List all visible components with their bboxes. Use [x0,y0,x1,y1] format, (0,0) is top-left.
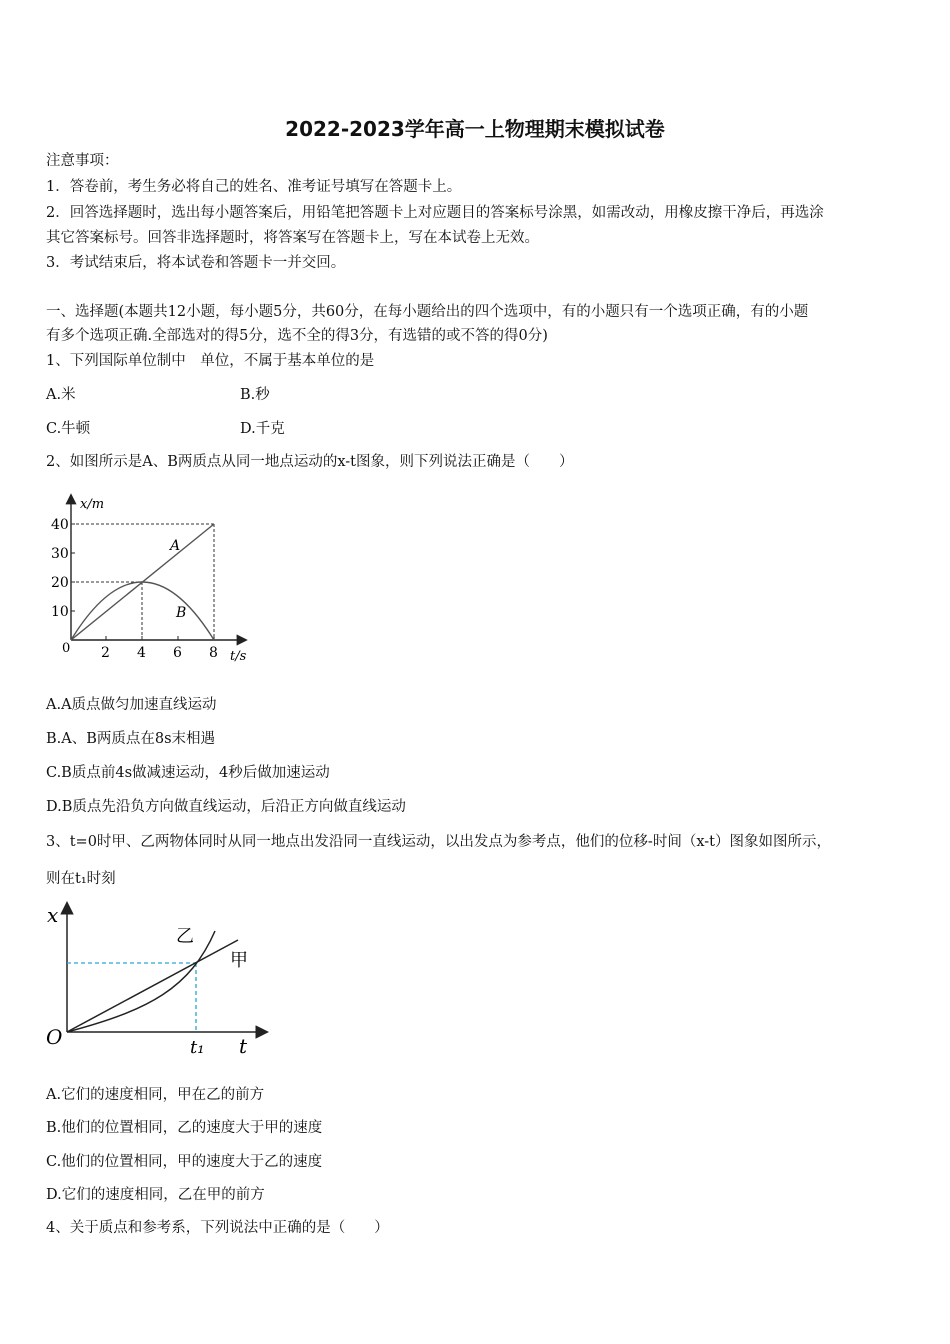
yi-label: 乙 [176,926,194,947]
curve-b-label: B [176,605,187,621]
x-tick-label-6: 6 [173,645,182,661]
line-jia [67,940,238,1032]
question-1-option-d: D.千克 [240,421,285,437]
jia-label: 甲 [230,950,248,971]
question-2-xt-chart [40,488,260,668]
x-axis-label: t/s [230,649,247,664]
y-tick-label-30: 30 [51,546,69,562]
y-axis-label: x/m [80,497,105,512]
question-2-option-a: A.A质点做匀加速直线运动 [46,697,217,713]
x-tick-label-2: 2 [101,645,110,661]
question-3-option-a: A.它们的速度相同，甲在乙的前方 [46,1087,265,1103]
y-tick-label-10: 10 [51,604,69,620]
question-2-option-d: D.B质点先沿负方向做直线运动，后沿正方向做直线运动 [46,799,406,815]
y-tick-label-20: 20 [51,575,69,591]
section-1-intro-line-1: 一、选择题(本题共12小题，每小题5分，共60分，在每小题给出的四个选项中，有的小题只有一个选项正确，有的小题 [46,304,809,320]
curve-a-label: A [170,538,181,554]
question-1-stem: 1、下列国际单位制中 单位，不属于基本单位的是 [46,353,375,369]
x-tick-label-4: 4 [137,645,146,661]
question-2-stem: 2、如图所示是A、B两质点从同一地点运动的x-t图象，则下列说法正确是（ ） [46,454,574,470]
question-1-option-c: C.牛顿 [46,421,91,437]
question-3-option-b: B.他们的位置相同，乙的速度大于甲的速度 [46,1120,323,1136]
question-3-option-d: D.它们的速度相同，乙在甲的前方 [46,1187,265,1203]
question-4-stem: 4、关于质点和参考系，下列说法中正确的是（ ） [46,1220,389,1236]
origin-label: O [46,1025,63,1049]
t1-label: t₁ [190,1037,205,1058]
notice-item-2-line-2: 其它答案标号。回答非选择题时，将答案写在答题卡上，写在本试卷上无效。 [46,230,539,246]
x-tick-label-8: 8 [209,645,218,661]
notice-item-3: 3．考试结束后，将本试卷和答题卡一并交回。 [46,255,346,271]
question-3-option-c: C.他们的位置相同，甲的速度大于乙的速度 [46,1154,323,1170]
question-1-option-a: A.米 [46,387,76,403]
question-1-option-b: B.秒 [240,387,270,403]
y-axis-label: x [47,903,59,927]
question-3-xt-chart [40,898,280,1066]
question-2-option-b: B.A、B两质点在8s末相遇 [46,731,216,747]
x-axis-label: t [239,1034,248,1058]
section-1-intro-line-2: 有多个选项正确.全部选对的得5分，选不全的得3分，有选错的或不答的得0分) [46,328,548,344]
question-2-option-c: C.B质点前4s做减速运动，4秒后做加速运动 [46,765,330,781]
origin-label: 0 [62,641,71,656]
curve-b [71,582,214,640]
page-title: 2022-2023学年高一上物理期末模拟试卷 [285,117,665,141]
notice-heading: 注意事项： [46,153,119,169]
question-3-stem-line-1: 3、t=0时甲、乙两物体同时从同一地点出发沿同一直线运动，以出发点为参考点，他们的位移-时间（x-t）图象如图所示， [46,834,831,850]
notice-item-1: 1．答卷前，考生务必将自己的姓名、准考证号填写在答题卡上。 [46,179,462,195]
notice-item-2-line-1: 2．回答选择题时，选出每小题答案后，用铅笔把答题卡上对应题目的答案标号涂黑，如需改动，用橡皮擦干净后，再选涂 [46,205,824,221]
question-3-stem-line-2: 则在t₁时刻 [46,871,116,887]
y-tick-label-40: 40 [51,517,69,533]
